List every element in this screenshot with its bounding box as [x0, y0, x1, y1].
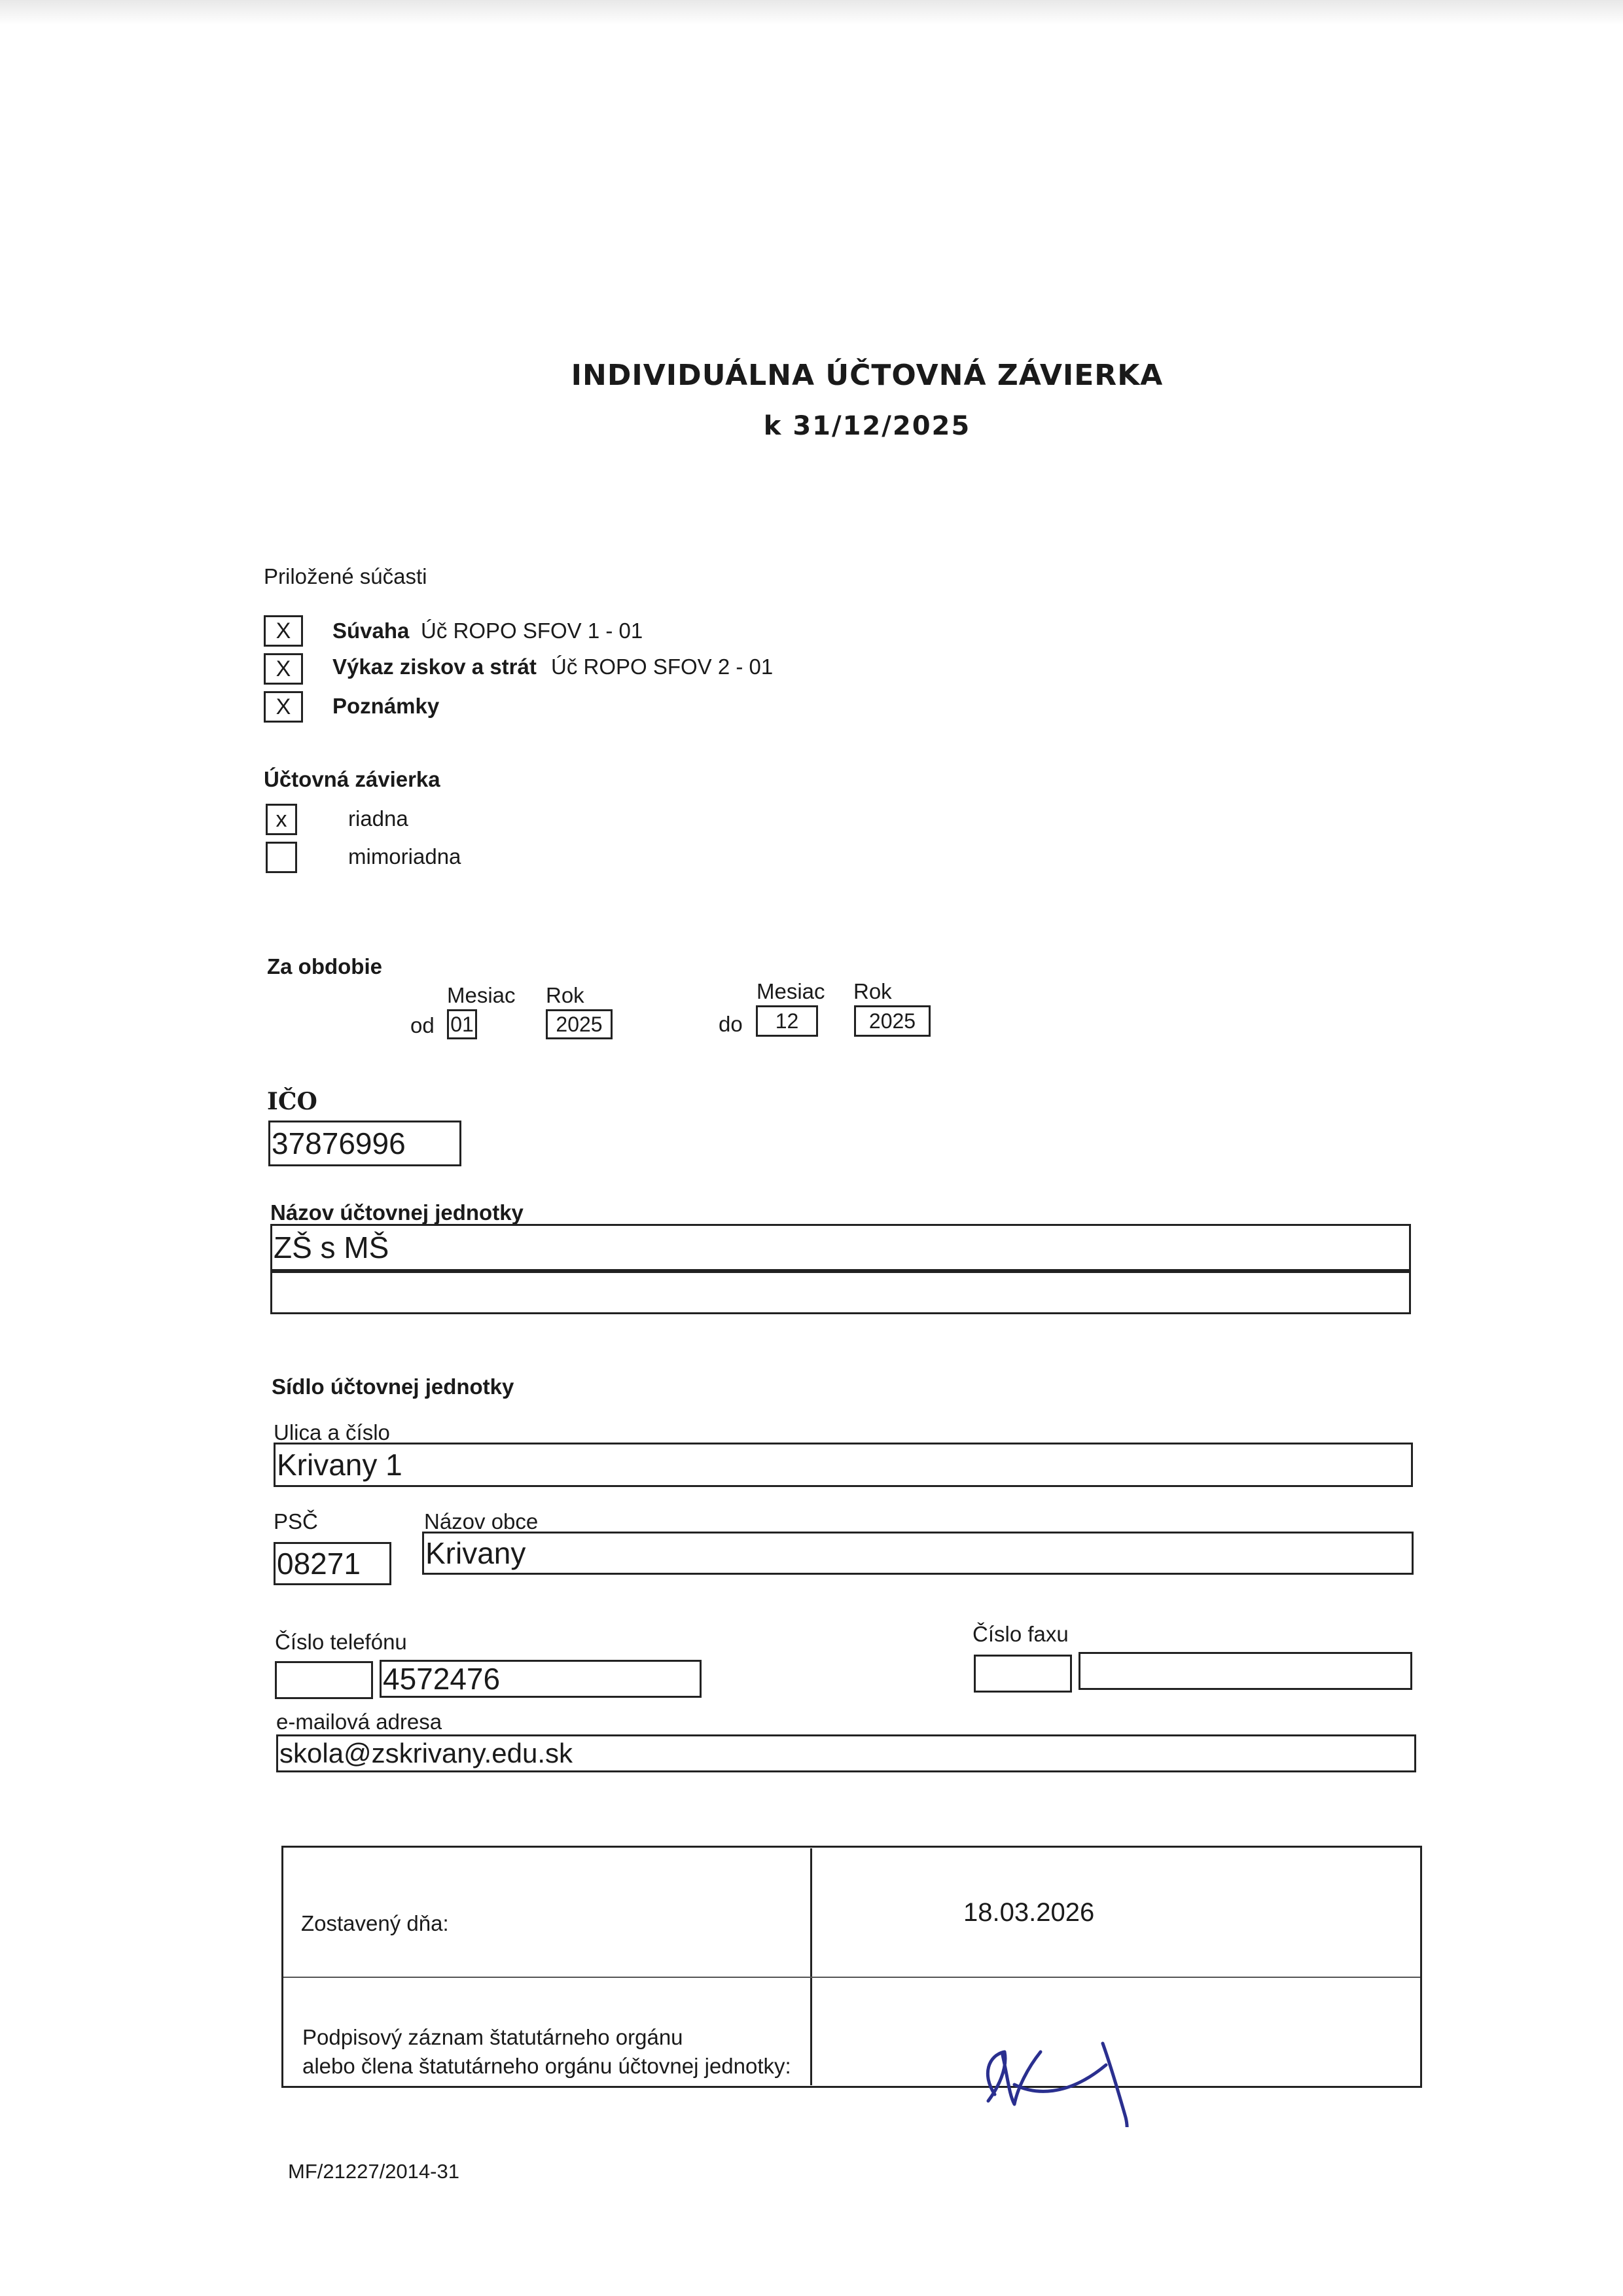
ico-field[interactable]: 37876996 [268, 1121, 461, 1166]
unit-name-label: Názov účtovnej jednotky [270, 1200, 524, 1225]
email-label: e-mailová adresa [276, 1710, 442, 1734]
checkbox-riadna[interactable]: x [266, 804, 297, 835]
period-from-month-field[interactable]: 01 [447, 1009, 477, 1039]
period-to-month-field[interactable]: 12 [756, 1005, 818, 1037]
document-title: INDIVIDUÁLNA ÚČTOVNÁ ZÁVIERKA [571, 359, 1164, 392]
city-field[interactable]: Krivany [422, 1532, 1414, 1575]
period-from-label: od [410, 1013, 435, 1037]
period-to-month-label: Mesiac [757, 979, 825, 1003]
period-from-year-label: Rok [546, 983, 584, 1007]
attachment-code-suvaha: Úč ROPO SFOV 1 - 01 [421, 619, 643, 643]
street-label: Ulica a číslo [274, 1420, 390, 1444]
signature-table-row-divider [283, 1977, 1420, 1978]
email-field[interactable]: skola@zskrivany.edu.sk [276, 1734, 1416, 1772]
attachments-heading: Priložené súčasti [264, 564, 427, 588]
signature-label-line2: alebo člena štatutárneho orgánu účtovnej jednotky: [302, 2054, 791, 2078]
unit-name-line2[interactable] [270, 1271, 1411, 1314]
signature-table-divider [810, 1848, 812, 2085]
closing-type-heading: Účtovná závierka [264, 767, 440, 791]
signature-label-line1: Podpisový záznam štatutárneho orgánu [302, 2025, 683, 2049]
phone-label: Číslo telefónu [275, 1630, 407, 1654]
period-to-year-field[interactable]: 2025 [854, 1005, 931, 1037]
fax-prefix-field[interactable] [974, 1655, 1072, 1693]
city-label: Názov obce [424, 1509, 539, 1534]
address-heading: Sídlo účtovnej jednotky [272, 1374, 514, 1399]
checkbox-mimoriadna[interactable] [266, 842, 297, 873]
handwritten-signature [969, 2016, 1152, 2127]
attachment-name-poznamky: Poznámky [332, 694, 440, 718]
attachment-name-vykaz: Výkaz ziskov a strát [332, 655, 537, 679]
option-label-mimoriadna: mimoriadna [348, 844, 461, 869]
compiled-date-label: Zostavený dňa: [301, 1911, 449, 1935]
phone-field[interactable]: 4572476 [380, 1660, 702, 1698]
period-to-year-label: Rok [853, 979, 892, 1003]
option-label-riadna: riadna [348, 806, 408, 831]
checkbox-suvaha[interactable]: X [264, 615, 303, 647]
form-reference: MF/21227/2014-31 [288, 2160, 459, 2183]
period-to-label: do [719, 1012, 743, 1036]
attachment-name-suvaha: Súvaha [332, 619, 410, 643]
checkbox-poznamky[interactable]: X [264, 691, 303, 723]
unit-name-line1[interactable]: ZŠ s MŠ [270, 1224, 1411, 1271]
checkbox-vykaz[interactable]: X [264, 653, 303, 685]
period-from-month-label: Mesiac [447, 983, 516, 1007]
psc-label: PSČ [274, 1509, 318, 1534]
compiled-date-value[interactable]: 18.03.2026 [963, 1898, 1095, 1927]
scan-edge [0, 0, 1623, 25]
phone-prefix-field[interactable] [275, 1661, 373, 1699]
fax-field[interactable] [1079, 1652, 1412, 1690]
signature-table [281, 1846, 1422, 2088]
period-from-year-field[interactable]: 2025 [546, 1009, 613, 1039]
attachment-code-vykaz: Úč ROPO SFOV 2 - 01 [551, 655, 774, 679]
document-date: k 31/12/2025 [763, 411, 971, 441]
ico-label: IČO [267, 1088, 317, 1115]
psc-field[interactable]: 08271 [274, 1542, 391, 1585]
street-field[interactable]: Krivany 1 [274, 1443, 1413, 1487]
fax-label: Číslo faxu [972, 1622, 1069, 1646]
period-heading: Za obdobie [267, 954, 382, 978]
